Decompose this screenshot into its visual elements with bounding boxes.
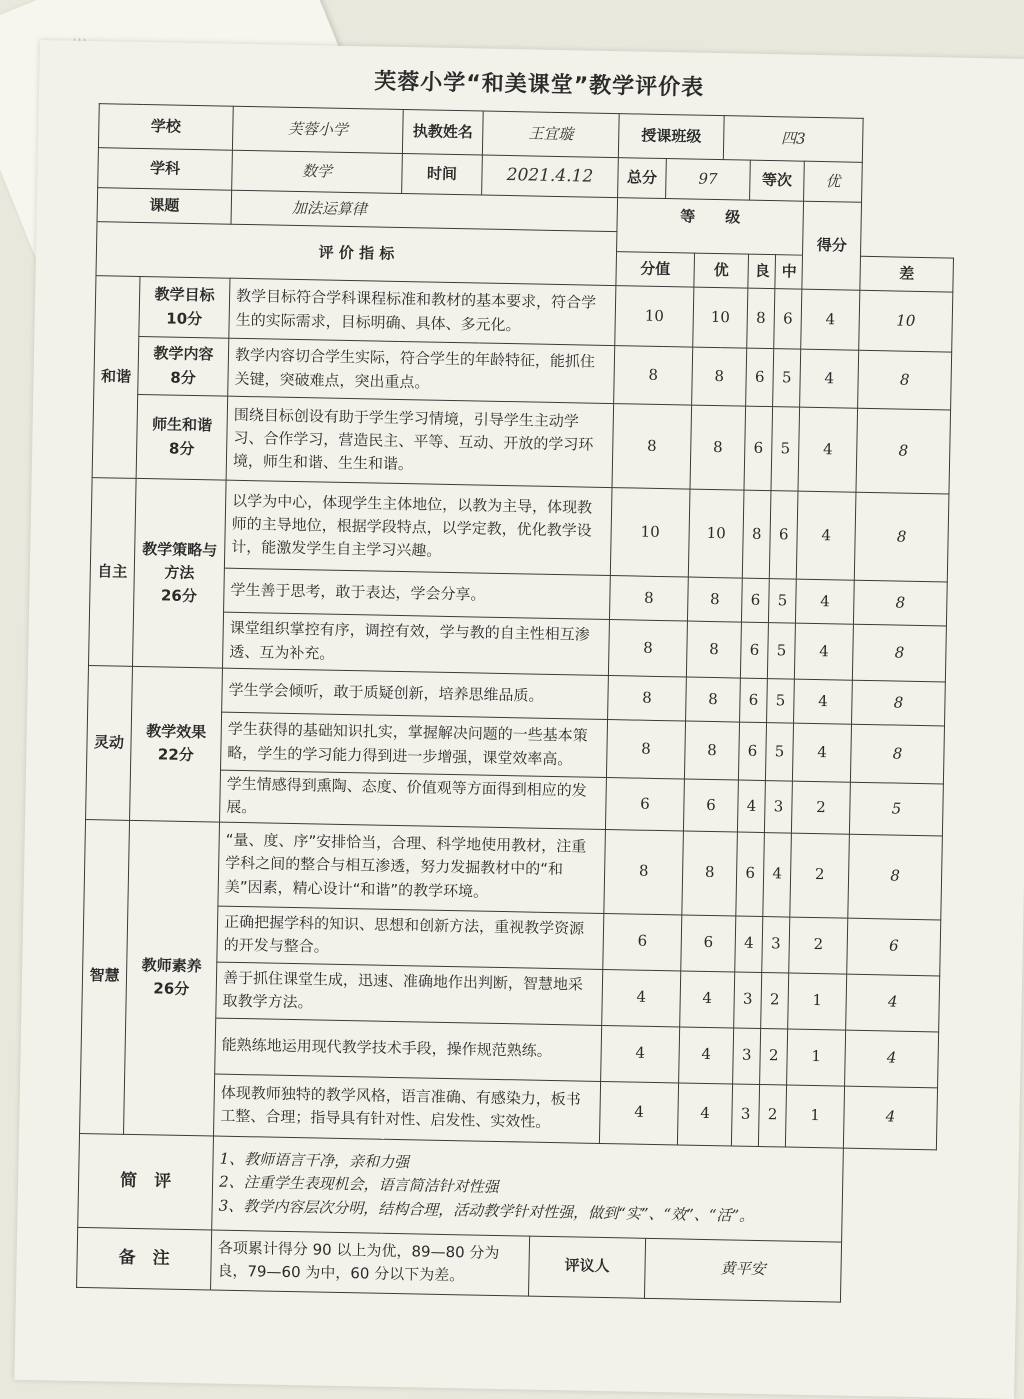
poor-cell: 4 — [796, 579, 855, 624]
form-title: 芙蓉小学“和美课堂”教学评价表 — [374, 69, 705, 101]
good-cell: 6 — [738, 722, 766, 781]
criterion-text: 学生善于思考，敢于表达，学会分享。 — [224, 568, 611, 619]
medium-cell: 2 — [758, 1084, 786, 1147]
sub-label: 师生和谐 8分 — [136, 394, 228, 480]
medium-cell: 3 — [762, 916, 790, 973]
medium-header: 中 — [775, 255, 803, 290]
grade-label: 等次 — [750, 160, 805, 201]
criterion-text: 学生学会倾听，敢于质疑创新，培养思维品质。 — [222, 668, 609, 719]
points-cell: 4 — [601, 1025, 680, 1082]
remarks-label: 备 注 — [77, 1227, 212, 1290]
excellent-header: 优 — [694, 253, 749, 288]
reviewer-label: 评议人 — [529, 1236, 646, 1298]
evaluation-table — [76, 103, 957, 1304]
criterion-text: 学生情感得到熏陶、态度、价值观等方面得到相应的发展。 — [220, 770, 607, 829]
good-cell: 3 — [731, 1083, 759, 1146]
poor-cell: 2 — [791, 781, 850, 834]
teacher-field: 王宜璇 — [482, 111, 619, 158]
medium-cell: 3 — [764, 781, 792, 833]
score-cell: 8 — [856, 408, 950, 494]
points-cell: 8 — [606, 720, 685, 779]
points-cell: 8 — [608, 676, 687, 721]
review-comments — [212, 1136, 844, 1242]
time-label: 时间 — [402, 153, 483, 195]
medium-cell: 4 — [763, 832, 792, 917]
group-label: 自主 — [89, 478, 137, 667]
points-cell: 4 — [599, 1081, 678, 1144]
good-cell: 3 — [734, 972, 762, 1029]
criterion-text: 体现教师独特的教学风格，语言准确、有感染力，板书工整、合理；指导具有针对性、启发性、实效性。 — [214, 1074, 601, 1143]
excellent-cell: 4 — [680, 970, 735, 1027]
medium-cell: 5 — [773, 349, 801, 408]
score-cell: 5 — [850, 782, 944, 835]
good-cell: 6 — [746, 348, 774, 407]
poor-cell: 4 — [800, 349, 859, 408]
excellent-cell: 6 — [683, 779, 738, 832]
points-cell: 6 — [603, 913, 682, 970]
good-cell: 6 — [742, 578, 770, 623]
school-label: 学校 — [98, 104, 233, 151]
criterion-text: 围绕目标创设有助于学生学习情境，引导学生主动学习、合作学习，营造民主、平等、互动、开放的学习环境，师生和谐、生生和谐。 — [226, 396, 614, 487]
teacher-label: 执教姓名 — [402, 109, 483, 155]
excellent-cell: 8 — [682, 830, 738, 915]
good-cell: 4 — [735, 916, 763, 973]
excellent-cell: 10 — [693, 287, 748, 348]
poor-cell: 4 — [796, 491, 856, 580]
points-cell: 8 — [612, 404, 692, 489]
criterion-text: 课堂组织掌控有序，调控有效，学与教的自主性相互渗透、互为补充。 — [222, 612, 609, 675]
score-cell: 4 — [846, 974, 940, 1032]
review-row — [78, 1133, 937, 1243]
criterion-text: 善于抓住课堂生成，迅速、准确地作出判断，智慧地采取教学方法。 — [216, 962, 603, 1025]
score-cell: 8 — [858, 350, 952, 410]
sub-label: 教学效果 22分 — [130, 666, 223, 821]
remarks-text: 各项累计得分 90 以上为优，89—80 分为良，79—60 为中，60 分以下为差。 — [211, 1230, 530, 1296]
poor-cell: 4 — [801, 289, 860, 350]
poor-cell: 4 — [798, 407, 858, 492]
score-cell: 8 — [852, 624, 946, 682]
excellent-cell: 4 — [677, 1082, 732, 1145]
group-label: 灵动 — [86, 666, 133, 820]
sub-label: 教学目标 10分 — [139, 276, 230, 338]
points-cell: 8 — [614, 346, 693, 405]
excellent-cell: 8 — [684, 721, 739, 780]
points-cell: 10 — [615, 286, 694, 347]
school-field: 芙蓉小学 — [232, 106, 403, 153]
topic-field: 加法运算律 — [231, 190, 618, 231]
score-cell: 8 — [851, 724, 945, 784]
poor-cell: 2 — [789, 917, 848, 974]
excellent-cell: 8 — [686, 677, 741, 722]
points-cell: 8 — [604, 829, 684, 914]
criterion-text: 能熟练地运用现代教学技术手段，操作规范熟练。 — [215, 1018, 602, 1081]
medium-cell: 5 — [767, 623, 795, 680]
excellent-cell: 8 — [690, 405, 746, 490]
points-cell: 8 — [608, 620, 687, 677]
poor-cell: 4 — [794, 623, 853, 680]
excellent-cell: 4 — [679, 1026, 734, 1083]
score-cell: 8 — [848, 834, 942, 920]
points-header: 分值 — [616, 252, 695, 287]
evaluation-form-sheet — [14, 40, 1024, 1399]
score-cell: 8 — [852, 680, 946, 726]
review-line: 3、教学内容层次分明，结构合理，活动教学针对性强，做到“实”、“效”、“活”。 — [218, 1196, 755, 1225]
subject-label: 学科 — [98, 148, 233, 191]
score-cell: 8 — [854, 580, 948, 626]
good-cell: 4 — [737, 780, 765, 832]
topic-label: 课题 — [97, 188, 232, 225]
review-line: 2、注重学生表现机会，语言简洁针对性强 — [218, 1173, 499, 1197]
criterion-text: 以学为中心，体现学生主体地位，以教为主导，体现教师的主导地位，根据学段特点，以学定教，优化教学设计，能激发学生自主学习兴趣。 — [224, 480, 612, 575]
poor-cell: 4 — [794, 679, 853, 724]
excellent-cell: 10 — [688, 489, 744, 578]
score-cell: 4 — [843, 1086, 937, 1150]
reviewer-signature: 黄平安 — [644, 1238, 841, 1302]
poor-cell: 2 — [790, 833, 850, 918]
good-cell: 8 — [747, 288, 775, 349]
points-cell: 6 — [605, 778, 684, 831]
grade-field: 优 — [804, 161, 863, 202]
score-cell: 4 — [845, 1030, 939, 1088]
points-cell: 10 — [610, 488, 690, 577]
medium-cell: 2 — [760, 1028, 788, 1085]
good-cell: 6 — [740, 622, 768, 679]
review-line: 1、教师语言干净，亲和力强 — [219, 1149, 410, 1172]
score-cell: 6 — [847, 918, 941, 976]
medium-cell: 6 — [769, 491, 798, 580]
score-cell: 8 — [854, 492, 949, 582]
total-label: 总分 — [618, 158, 667, 199]
subject-field: 数学 — [232, 150, 403, 193]
medium-cell: 5 — [769, 579, 797, 624]
criterion-text: 教学目标符合学科课程标准和教材的基本要求，符合学生的实际需求，目标明确、具体、多元化。 — [229, 278, 616, 345]
score-cell: 10 — [859, 290, 953, 352]
class-field: 四3 — [723, 116, 863, 163]
criterion-text: 学生获得的基础知识扎实，掌握解决问题的一些基本策略，学生的学习能力得到进一步增强，课堂效率高。 — [221, 712, 608, 777]
index-header: 评 价 指 标 — [96, 222, 617, 286]
medium-cell: 5 — [771, 407, 800, 492]
class-label: 授课班级 — [618, 114, 724, 160]
poor-cell: 4 — [792, 723, 851, 782]
excellent-cell: 8 — [692, 347, 747, 406]
points-cell: 4 — [602, 969, 681, 1026]
poor-cell: 1 — [787, 1029, 846, 1086]
good-cell: 8 — [742, 490, 771, 579]
sub-label: 教学策略与方法 26分 — [132, 478, 226, 668]
sub-label: 教学内容 8分 — [138, 336, 229, 396]
excellent-cell: 6 — [681, 914, 736, 971]
good-cell: 6 — [740, 678, 768, 723]
group-label: 和谐 — [92, 276, 140, 479]
time-field: 2021.4.12 — [482, 155, 619, 198]
medium-cell: 6 — [774, 289, 802, 350]
good-cell: 3 — [733, 1027, 761, 1084]
criterion-text: 教学内容切合学生实际，符合学生的年龄特征，能抓住关键，突破难点，突出重点。 — [228, 338, 615, 403]
poor-cell: 1 — [785, 1085, 844, 1148]
medium-cell: 5 — [767, 679, 795, 724]
table-row — [90, 478, 949, 582]
points-cell: 8 — [610, 576, 689, 621]
review-label: 简 评 — [78, 1133, 214, 1230]
medium-cell: 5 — [765, 723, 793, 782]
level-header: 等 级 — [617, 198, 804, 256]
table-row — [92, 394, 950, 494]
good-cell: 6 — [744, 406, 773, 491]
table-row — [84, 819, 942, 919]
excellent-cell: 8 — [686, 621, 741, 678]
total-field: 97 — [666, 159, 751, 201]
poor-header: 差 — [860, 256, 954, 292]
medium-cell: 2 — [761, 972, 789, 1029]
score-header: 得分 — [802, 201, 862, 290]
criterion-text: 正确把握学科的知识、思想和创新方法，重视教学资源的开发与整合。 — [217, 906, 604, 969]
good-cell: 6 — [736, 832, 765, 917]
good-header: 良 — [748, 254, 776, 289]
sub-label: 教师素养 26分 — [124, 820, 220, 1136]
excellent-cell: 8 — [687, 577, 742, 622]
group-label: 智慧 — [80, 819, 130, 1134]
poor-cell: 1 — [788, 973, 847, 1030]
criterion-text: “量、度、序”安排恰当，合理、科学地使用教材，注重学科之间的整合与相互渗透，努力发掘教材中的“和美”因素，精心设计“和谐”的教学环境。 — [218, 822, 606, 913]
